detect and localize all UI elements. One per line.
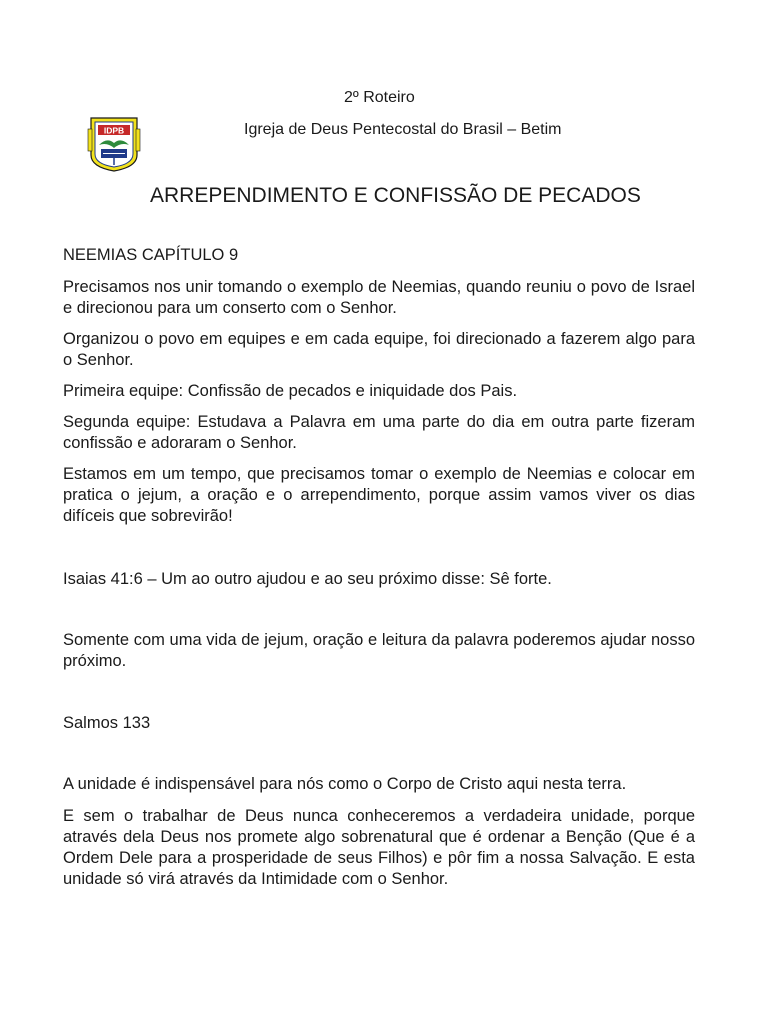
- scripture-reference: Isaias 41:6 – Um ao outro ajudou e ao seu próximo disse: Sê forte.: [63, 570, 552, 588]
- logo-text: IDPB: [103, 125, 125, 136]
- paragraph: E sem o trabalhar de Deus nunca conheceremos a verdadeira unidade, porque através dela Deus nos promete algo sobrenatural que é ordenar a Benção (Que é a Ordem Dele para a prosperidade de seus Filhos) e pôr fim a nossa Salvação. E esta unidade só virá através da Intimidade com o Senhor.: [63, 807, 695, 888]
- church-emblem-icon: [87, 115, 141, 172]
- paragraph: Organizou o povo em equipes e em cada equipe, foi direcionado a fazerem algo para o Senhor.: [63, 330, 695, 369]
- church-name: Igreja de Deus Pentecostal do Brasil – Betim: [244, 121, 562, 138]
- paragraph: Somente com uma vida de jejum, oração e leitura da palavra poderemos ajudar nosso próximo.: [63, 631, 695, 670]
- paragraph: Segunda equipe: Estudava a Palavra em uma parte do dia em outra parte fizeram confissão e adoraram o Senhor.: [63, 413, 695, 452]
- scripture-reference: Salmos 133: [63, 714, 151, 732]
- church-logo: [87, 115, 141, 172]
- document-subtitle: 2º Roteiro: [344, 89, 415, 106]
- paragraph: Precisamos nos unir tomando o exemplo de Neemias, quando reuniu o povo de Israel e direcionou para um conserto com o Senhor.: [63, 278, 695, 317]
- paragraph: A unidade é indispensável para nós como o Corpo de Cristo aqui nesta terra.: [63, 775, 627, 793]
- chapter-heading: NEEMIAS CAPÍTULO 9: [63, 246, 239, 264]
- document-title: ARREPENDIMENTO E CONFISSÃO DE PECADOS: [150, 184, 641, 207]
- paragraph: Primeira equipe: Confissão de pecados e iniquidade dos Pais.: [63, 382, 518, 400]
- paragraph: Estamos em um tempo, que precisamos tomar o exemplo de Neemias e colocar em pratica o jejum, a oração e o arrependimento, porque assim vamos viver os dias difíceis que sobrevirão!: [63, 465, 695, 525]
